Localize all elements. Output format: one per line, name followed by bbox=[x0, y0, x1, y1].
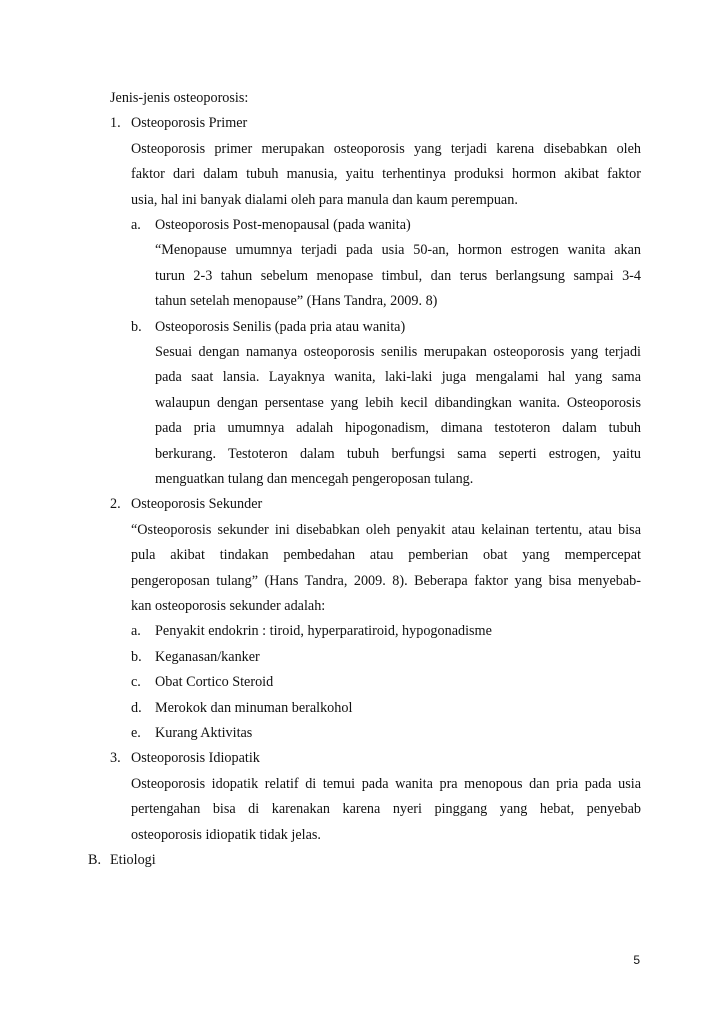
subitem-2a-marker: a. bbox=[131, 623, 141, 639]
item-2-marker: 2. bbox=[110, 496, 121, 512]
item-3-marker: 3. bbox=[110, 750, 121, 766]
paragraph-line: menguatkan tulang dan mencegah pengeroposan tulang. bbox=[155, 471, 474, 487]
page-number: 5 bbox=[633, 953, 640, 967]
subitem-2d-marker: d. bbox=[131, 700, 142, 716]
subitem-2c-title: Obat Cortico Steroid bbox=[155, 674, 274, 690]
item-3-title: Osteoporosis Idiopatik bbox=[131, 750, 260, 766]
paragraph-line: walaupun dengan persentase yang lebih kecil dibandingkan wanita. Osteoporosis bbox=[155, 395, 641, 411]
subitem-1b-title: Osteoporosis Senilis (pada pria atau wanita) bbox=[155, 319, 406, 335]
item-1-title: Osteoporosis Primer bbox=[131, 115, 248, 131]
paragraph-line: pada pria umumnya adalah hipogonadism, dimana testoteron dalam tubuh bbox=[155, 420, 641, 436]
section-b-title: Etiologi bbox=[110, 852, 156, 868]
item-2-title: Osteoporosis Sekunder bbox=[131, 496, 263, 512]
paragraph-line: osteoporosis idiopatik tidak jelas. bbox=[131, 827, 321, 843]
paragraph-line: pengeroposan tulang” (Hans Tandra, 2009. 8). Beberapa faktor yang bisa menyebab- bbox=[131, 573, 641, 589]
item-1-marker: 1. bbox=[110, 115, 121, 131]
paragraph-line: tahun setelah menopause” (Hans Tandra, 2009. 8) bbox=[155, 293, 438, 309]
subitem-2c-marker: c. bbox=[131, 674, 141, 690]
subitem-2a-title: Penyakit endokrin : tiroid, hyperparatiroid, hypogonadisme bbox=[155, 623, 492, 639]
paragraph-line: pula akibat tindakan pembedahan atau pemberian obat yang mempercepat bbox=[131, 547, 641, 563]
paragraph-line: “Osteoporosis sekunder ini disebabkan oleh penyakit atau kelainan tertentu, atau bisa bbox=[131, 522, 641, 538]
subitem-1a-marker: a. bbox=[131, 217, 141, 233]
paragraph-line: kan osteoporosis sekunder adalah: bbox=[131, 598, 326, 614]
subitem-2e-title: Kurang Aktivitas bbox=[155, 725, 253, 741]
paragraph-line: usia, hal ini banyak dialami oleh para manula dan kaum perempuan. bbox=[131, 192, 518, 208]
paragraph-line: faktor dari dalam tubuh manusia, yaitu terhentinya produksi hormon akibat faktor bbox=[131, 166, 641, 182]
subitem-1b-marker: b. bbox=[131, 319, 142, 335]
subitem-2e-marker: e. bbox=[131, 725, 141, 741]
paragraph-line: Osteoporosis primer merupakan osteoporosis yang terjadi karena disebabkan oleh bbox=[131, 141, 641, 157]
section-b-marker: B. bbox=[88, 852, 102, 868]
paragraph-line: “Menopause umumnya terjadi pada usia 50-an, hormon estrogen wanita akan bbox=[155, 242, 641, 258]
subitem-2b-title: Keganasan/kanker bbox=[155, 649, 260, 665]
subitem-2b-marker: b. bbox=[131, 649, 142, 665]
intro-heading: Jenis-jenis osteoporosis: bbox=[110, 90, 249, 106]
paragraph-line: Osteoporosis idopatik relatif di temui pada wanita pra menopous dan pria pada usia bbox=[131, 776, 641, 792]
subitem-1a-title: Osteoporosis Post-menopausal (pada wanita) bbox=[155, 217, 411, 233]
paragraph-line: turun 2-3 tahun sebelum menopase timbul, dan terus berlangsung sampai 3-4 bbox=[155, 268, 641, 284]
paragraph-line: pertengahan bisa di karenakan karena nyeri pinggang yang hebat, penyebab bbox=[131, 801, 641, 817]
subitem-2d-title: Merokok dan minuman beralkohol bbox=[155, 700, 353, 716]
paragraph-line: pada saat lansia. Layaknya wanita, laki-laki juga mengalami hal yang sama bbox=[155, 369, 641, 385]
paragraph-line: berkurang. Testoteron dalam tubuh berfungsi sama seperti estrogen, yaitu bbox=[155, 446, 641, 462]
paragraph-line: Sesuai dengan namanya osteoporosis senilis merupakan osteoporosis yang terjadi bbox=[155, 344, 641, 360]
